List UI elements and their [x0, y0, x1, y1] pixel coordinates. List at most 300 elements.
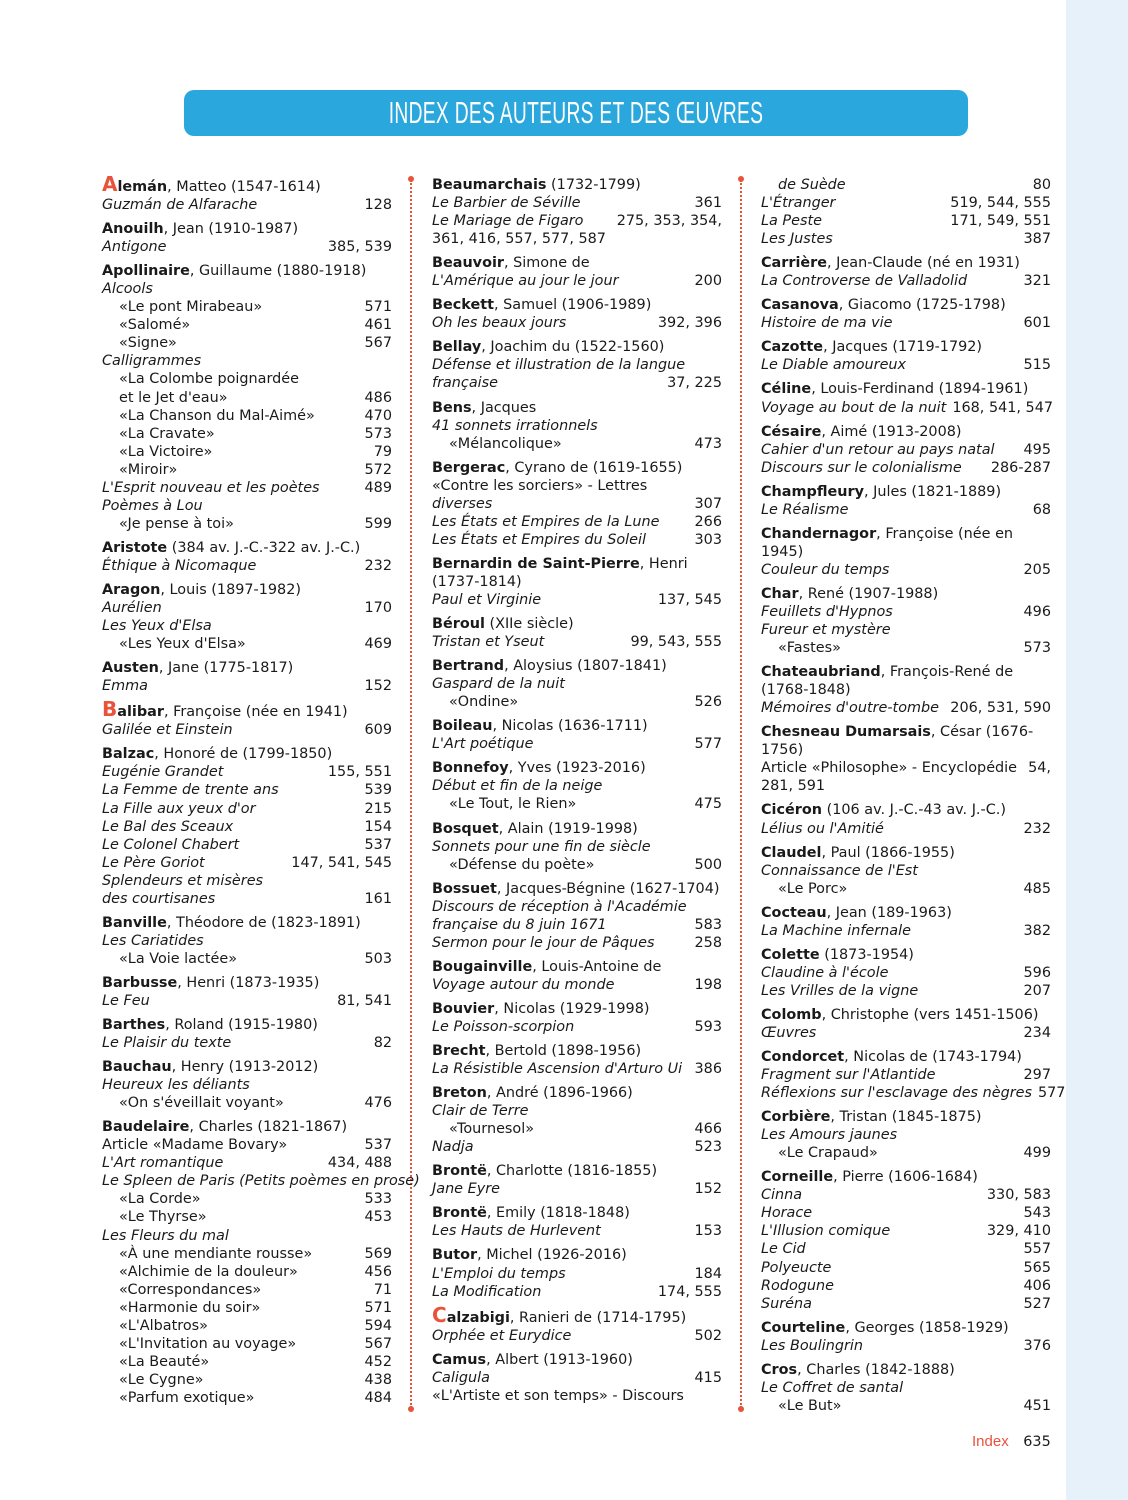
page-ref: 500	[694, 856, 722, 873]
author-name: Chateaubriand	[761, 664, 881, 681]
entry-heading	[102, 697, 392, 722]
work-line	[102, 872, 392, 890]
work-title: Les États et Empires de la Lune	[432, 513, 660, 530]
page-ref: 571	[364, 299, 392, 316]
page-ref: 569	[364, 1245, 392, 1262]
work-title: Voyage au bout de la nuit	[761, 399, 947, 416]
index-entry	[102, 697, 392, 739]
index-column-2	[432, 176, 722, 1411]
work-line	[761, 880, 1051, 898]
page-ref: 533	[364, 1191, 392, 1208]
page-ref: 572	[364, 461, 392, 478]
page-ref: 594	[364, 1317, 392, 1334]
author-details: , Albert (1913-1960)	[486, 1351, 633, 1368]
author-details: , Simone de	[503, 255, 590, 272]
page-ref: 567	[364, 335, 392, 352]
index-entry	[761, 585, 1051, 657]
index-entry	[761, 1319, 1051, 1355]
author-name: Bouvier	[432, 1000, 495, 1017]
index-entry	[102, 1118, 420, 1407]
work-title: La Femme de trente ans	[102, 782, 279, 799]
author-name: Camus	[432, 1351, 487, 1368]
page-ref: 307	[694, 495, 722, 512]
author-details: , Louis (1897-1982)	[160, 581, 301, 598]
work-line	[432, 1120, 722, 1138]
index-entry	[102, 1058, 392, 1112]
work-title: La Modification	[432, 1283, 542, 1300]
page-ref: 168, 541, 547	[952, 399, 1054, 416]
author-details: , Emily (1818-1848)	[486, 1205, 630, 1222]
work-title: Paul et Virginie	[432, 591, 542, 608]
page-ref: 567	[364, 1335, 392, 1352]
work-line	[432, 374, 722, 392]
author-name: Champfleury	[761, 483, 864, 500]
author-details: , Françoise (née en 1945)	[761, 525, 1014, 560]
work-title: La Controverse de Valladolid	[761, 273, 968, 290]
entry-heading	[761, 946, 1051, 964]
work-title: Le Père Goriot	[102, 854, 205, 871]
page-ref: 215	[364, 800, 392, 817]
entry-heading	[102, 1058, 392, 1076]
page-ref: 297	[1023, 1067, 1051, 1084]
work-line	[432, 856, 722, 874]
page-ref: 495	[1023, 441, 1051, 458]
work-title: Feuillets d'Hypnos	[761, 603, 893, 620]
work-line	[761, 1204, 1051, 1222]
work-line	[432, 591, 722, 609]
author-details: , René (1907-1988)	[798, 585, 939, 602]
index-entry	[761, 904, 1051, 940]
page-ref: 470	[364, 407, 392, 424]
page-ref: 137, 545	[657, 591, 722, 608]
work-line	[761, 759, 1051, 777]
page-ref: 161	[364, 890, 392, 907]
page-ref: 376	[1023, 1337, 1051, 1354]
work-title: Voyage autour du monde	[432, 976, 615, 993]
author-name: Balzac	[102, 746, 155, 763]
page-ref: 286-287	[990, 459, 1051, 476]
author-name: Bernardin de Saint-Pierre	[432, 555, 640, 572]
work-title: Le Réalisme	[761, 501, 849, 518]
entry-heading	[761, 1006, 1051, 1024]
work-title: Les Vrilles de la vigne	[761, 982, 919, 999]
work-title: Les Amours jaunes	[761, 1127, 898, 1144]
entry-heading	[102, 745, 392, 763]
author-name: Apollinaire	[102, 263, 190, 280]
page-title: INDEX DES AUTEURS ET DES ŒUVRES	[388, 95, 764, 130]
entry-heading	[102, 974, 392, 992]
work-title: «Le Porc»	[778, 880, 848, 897]
entry-heading	[761, 1168, 1051, 1186]
work-line	[761, 862, 1051, 880]
entry-heading	[761, 1361, 1051, 1379]
work-title: Les Boulingrin	[761, 1337, 864, 1354]
work-line	[102, 316, 392, 334]
work-title: «La Chanson du Mal-Aimé»	[119, 407, 315, 424]
author-name: Béroul	[432, 616, 485, 633]
work-line	[432, 314, 722, 332]
work-line	[432, 795, 722, 813]
entry-heading	[432, 615, 722, 633]
author-details: , François-René de	[880, 664, 1014, 681]
index-entry	[432, 399, 722, 453]
author-name: Courteline	[761, 1319, 846, 1336]
page-ref: 154	[364, 818, 392, 835]
page-ref: 206, 531, 590	[950, 700, 1051, 717]
work-title: Polyeucte	[761, 1259, 832, 1276]
work-line	[432, 1222, 722, 1240]
page-ref: 232	[364, 557, 392, 574]
author-name: Beaumarchais	[432, 177, 547, 193]
page-edge-strip	[1066, 0, 1128, 1500]
author-name: Claudel	[761, 844, 822, 861]
work-title: Sonnets pour une fin de siècle	[432, 838, 651, 855]
page-ref: 593	[694, 1018, 722, 1035]
work-title: «Le Cygne»	[119, 1371, 204, 1388]
index-entry	[432, 459, 722, 549]
entry-heading	[432, 759, 722, 777]
work-line	[761, 272, 1051, 290]
work-line	[102, 677, 392, 695]
work-line	[432, 916, 722, 934]
work-line	[102, 425, 392, 443]
author-name: Colette	[761, 946, 820, 963]
page-ref: 321	[1023, 273, 1051, 290]
work-line	[432, 633, 722, 651]
author-details: , Henri	[639, 555, 688, 572]
index-entry	[102, 914, 392, 968]
entry-heading	[102, 262, 392, 280]
work-line	[761, 820, 1051, 838]
entry-heading	[432, 1084, 722, 1102]
author-name: Bosquet	[432, 820, 499, 837]
index-entry	[432, 176, 722, 248]
page-ref: 519, 544, 555	[950, 195, 1051, 212]
author-details: , André (1896-1966)	[486, 1085, 633, 1102]
entry-heading	[761, 585, 1051, 603]
page-ref: 303	[694, 531, 722, 548]
author-details: , Nicolas de (1743-1794)	[844, 1049, 1022, 1066]
work-title: «Fastes»	[778, 640, 841, 657]
work-line	[432, 272, 722, 290]
work-line	[432, 898, 722, 916]
work-title: Fragment sur l'Atlantide	[761, 1067, 936, 1084]
entry-heading	[761, 904, 1051, 922]
work-line	[102, 617, 392, 635]
work-line	[102, 1136, 392, 1154]
work-title: (1737-1814)	[432, 573, 522, 590]
work-title: «Le Tout, le Rien»	[449, 796, 577, 813]
page-ref: 174, 555	[657, 1283, 722, 1300]
page-ref: 503	[364, 950, 392, 967]
entry-heading	[761, 423, 1051, 441]
work-line	[432, 417, 722, 435]
work-title: Clair de Terre	[432, 1103, 529, 1120]
entry-heading	[761, 380, 1051, 398]
work-line	[102, 497, 392, 515]
work-title: «Le Thyrse»	[119, 1209, 207, 1226]
work-title: Guzmán de Alfarache	[102, 197, 258, 214]
author-details: , Ranieri de (1714-1795)	[509, 1309, 687, 1326]
index-entry	[432, 958, 722, 994]
work-line	[102, 238, 392, 256]
page-ref: 434, 488	[327, 1155, 392, 1172]
work-title: Le Diable amoureux	[761, 357, 907, 374]
author-details: , Joachim du (1522-1560)	[481, 339, 665, 356]
author-details: , Nicolas (1636-1711)	[492, 718, 648, 735]
author-name: alzabigi	[446, 1309, 510, 1326]
work-title: 41 sonnets irrationnels	[432, 417, 598, 434]
page-ref: 571	[364, 1299, 392, 1316]
entry-heading	[761, 338, 1051, 356]
page-ref: 527	[1023, 1295, 1051, 1312]
work-line	[432, 531, 722, 549]
work-title: Les Fleurs du mal	[102, 1227, 229, 1244]
entry-heading	[761, 254, 1051, 272]
page-ref: 68	[1032, 501, 1051, 518]
work-line	[102, 950, 392, 968]
work-title: Les États et Empires du Soleil	[432, 531, 646, 548]
work-line	[432, 1138, 722, 1156]
index-entry	[761, 723, 1051, 795]
section-letter: C	[432, 1302, 447, 1327]
work-title: «Harmonie du soir»	[119, 1299, 261, 1316]
work-line	[432, 477, 722, 495]
work-title: Claudine à l'école	[761, 964, 889, 981]
work-title: Cinna	[761, 1187, 803, 1204]
work-title: Splendeurs et misères	[102, 872, 264, 889]
work-title: L'Illusion comique	[761, 1223, 891, 1240]
section-letter: B	[102, 697, 118, 722]
page-ref: 232	[1023, 820, 1051, 837]
entry-heading	[761, 1048, 1051, 1066]
index-entry	[432, 759, 722, 813]
entry-heading	[432, 254, 722, 272]
index-column-3	[761, 176, 1066, 1421]
work-title: Jane Eyre	[432, 1181, 500, 1198]
work-title: 281, 591	[761, 778, 826, 795]
entry-heading	[761, 483, 1051, 501]
author-details: , Michel (1926-2016)	[477, 1247, 627, 1264]
work-title: Heureux les déliants	[102, 1077, 250, 1094]
work-line	[102, 557, 392, 575]
work-line	[102, 932, 392, 950]
work-line	[102, 836, 392, 854]
work-title: Connaissance de l'Est	[761, 862, 918, 879]
work-line	[102, 407, 392, 425]
work-title: «Signe»	[119, 335, 177, 352]
work-title: Mémoires d'outre-tombe	[761, 700, 940, 717]
work-title: de Suède	[778, 177, 846, 193]
work-line	[102, 1076, 392, 1094]
author-details: , Jane (1775-1817)	[158, 660, 294, 677]
work-line	[102, 443, 392, 461]
page-ref: 387	[1023, 231, 1051, 248]
work-title: Gaspard de la nuit	[432, 676, 565, 693]
work-line	[102, 461, 392, 479]
entry-heading	[761, 1108, 1051, 1126]
page-ref: 452	[364, 1353, 392, 1370]
index-entry	[761, 380, 1054, 416]
index-entry	[432, 338, 722, 392]
work-title: Le Feu	[102, 992, 150, 1009]
page-ref: 385, 539	[327, 239, 392, 256]
work-title: «Correspondances»	[119, 1281, 262, 1298]
work-title: Début et fin de la neige	[432, 778, 603, 795]
author-details: (1873-1954)	[819, 946, 914, 963]
work-line	[761, 922, 1051, 940]
index-title-banner	[184, 90, 968, 136]
page-ref: 596	[1023, 964, 1051, 981]
work-line	[102, 334, 392, 352]
entry-heading	[102, 914, 392, 932]
work-line	[761, 1337, 1051, 1355]
page-ref: 456	[364, 1263, 392, 1280]
work-line	[761, 1295, 1051, 1313]
entry-heading	[432, 1246, 722, 1264]
author-details: , Henri (1873-1935)	[177, 974, 320, 991]
entry-heading	[432, 1302, 722, 1327]
work-title: «Mélancolique»	[449, 435, 562, 452]
page-ref: 415	[694, 1369, 722, 1386]
work-line	[102, 854, 392, 872]
author-name: Brontë	[432, 1163, 487, 1180]
page-ref: 207	[1023, 982, 1051, 999]
work-line	[102, 1263, 392, 1281]
author-name: Barthes	[102, 1017, 166, 1034]
page-ref: 557	[1023, 1241, 1051, 1258]
page-ref: 170	[364, 600, 392, 617]
index-entry	[432, 296, 722, 332]
work-title: française du 8 juin 1671	[432, 916, 607, 933]
work-line	[102, 196, 392, 214]
author-name: Corneille	[761, 1169, 834, 1186]
work-title: La Peste	[761, 213, 822, 230]
work-line	[761, 699, 1051, 717]
author-details: , Jacques	[471, 399, 537, 416]
work-title: Article «Madame Bovary»	[102, 1137, 288, 1154]
work-line	[761, 1126, 1051, 1144]
index-entry	[432, 1000, 722, 1036]
page-ref: 486	[364, 389, 392, 406]
page-ref: 466	[694, 1121, 722, 1138]
author-details: , Tristan (1845-1875)	[830, 1109, 982, 1126]
work-title: L'Art romantique	[102, 1155, 224, 1172]
work-line	[102, 1281, 392, 1299]
author-name: Cocteau	[761, 904, 827, 921]
page-ref: 258	[694, 934, 722, 951]
work-line	[102, 1190, 392, 1208]
work-line	[432, 495, 722, 513]
entry-heading	[761, 723, 1051, 759]
author-details: , Jean-Claude (né en 1931)	[827, 255, 1020, 272]
entry-heading	[432, 880, 722, 898]
work-title: Lélius ou l'Amitié	[761, 820, 884, 837]
work-line	[432, 1265, 722, 1283]
page-ref: 198	[694, 976, 722, 993]
author-name: Colomb	[761, 1006, 822, 1023]
work-title: Discours de réception à l'Académie	[432, 898, 687, 915]
index-entry	[761, 844, 1051, 898]
entry-heading	[432, 657, 722, 675]
work-line	[102, 890, 392, 908]
index-entry	[102, 659, 392, 695]
index-entry	[761, 946, 1051, 1000]
author-details: , Aloysius (1807-1841)	[504, 658, 667, 675]
work-title: 361, 416, 557, 577, 587	[432, 231, 606, 248]
author-name: Césaire	[761, 423, 822, 440]
work-line	[102, 781, 392, 799]
page-ref: 171, 549, 551	[950, 213, 1051, 230]
page-ref: 475	[694, 796, 722, 813]
work-line	[102, 515, 392, 533]
work-line	[102, 1317, 392, 1335]
work-title: Calligrammes	[102, 353, 202, 370]
work-title: Alcools	[102, 281, 153, 298]
column-separator	[740, 180, 742, 1408]
work-title: Le Poisson-scorpion	[432, 1018, 575, 1035]
index-entry	[761, 801, 1051, 837]
work-title: «La Corde»	[119, 1191, 201, 1208]
work-title: «On s'éveillait voyant»	[119, 1095, 284, 1112]
work-title: diverses	[432, 495, 493, 512]
work-line	[102, 370, 392, 388]
work-line	[432, 230, 722, 248]
section-letter: A	[102, 172, 118, 196]
entry-heading	[102, 581, 392, 599]
author-details: , Nicolas (1929-1998)	[494, 1000, 650, 1017]
work-line	[102, 992, 392, 1010]
work-line	[102, 1389, 392, 1407]
page-ref: 499	[1023, 1145, 1051, 1162]
page-ref: 515	[1023, 357, 1051, 374]
author-name: Bauchau	[102, 1059, 172, 1076]
work-title: Le Spleen de Paris (Petits poèmes en prose)	[102, 1173, 420, 1190]
work-title: Le Barbier de Séville	[432, 195, 581, 212]
entry-heading	[761, 525, 1051, 561]
page-ref: 329, 410	[986, 1223, 1051, 1240]
author-name: Chandernagor	[761, 525, 877, 542]
work-title: «Contre les sorciers» - Lettres	[432, 477, 648, 494]
work-line	[102, 721, 392, 739]
work-line	[432, 212, 722, 230]
work-title: Galilée et Einstein	[102, 722, 233, 739]
index-entry	[102, 745, 392, 907]
page-ref: 200	[694, 273, 722, 290]
page-ref: 406	[1023, 1277, 1051, 1294]
page-ref: 152	[364, 678, 392, 695]
work-line	[102, 1299, 392, 1317]
author-details: , Samuel (1906-1989)	[493, 297, 652, 314]
author-name: Aragon	[102, 581, 161, 598]
work-title: Le Cid	[761, 1241, 806, 1258]
work-line	[432, 976, 722, 994]
work-title: Les Yeux d'Elsa	[102, 618, 212, 635]
page-ref: 502	[694, 1327, 722, 1344]
work-title: «L'Albatros»	[119, 1317, 208, 1334]
author-details: , César (1676-1756)	[761, 724, 1034, 759]
page-ref: 577	[1038, 1085, 1066, 1102]
author-name: Bergerac	[432, 459, 506, 476]
work-title: Suréna	[761, 1295, 812, 1312]
work-title: «L'Invitation au voyage»	[119, 1335, 297, 1352]
author-name: Boileau	[432, 718, 493, 735]
work-line	[432, 513, 722, 531]
work-title: «Alchimie de la douleur»	[119, 1263, 298, 1280]
author-details: , Giacomo (1725-1798)	[838, 297, 1006, 314]
author-name: Bellay	[432, 339, 482, 356]
entry-heading	[102, 220, 392, 238]
